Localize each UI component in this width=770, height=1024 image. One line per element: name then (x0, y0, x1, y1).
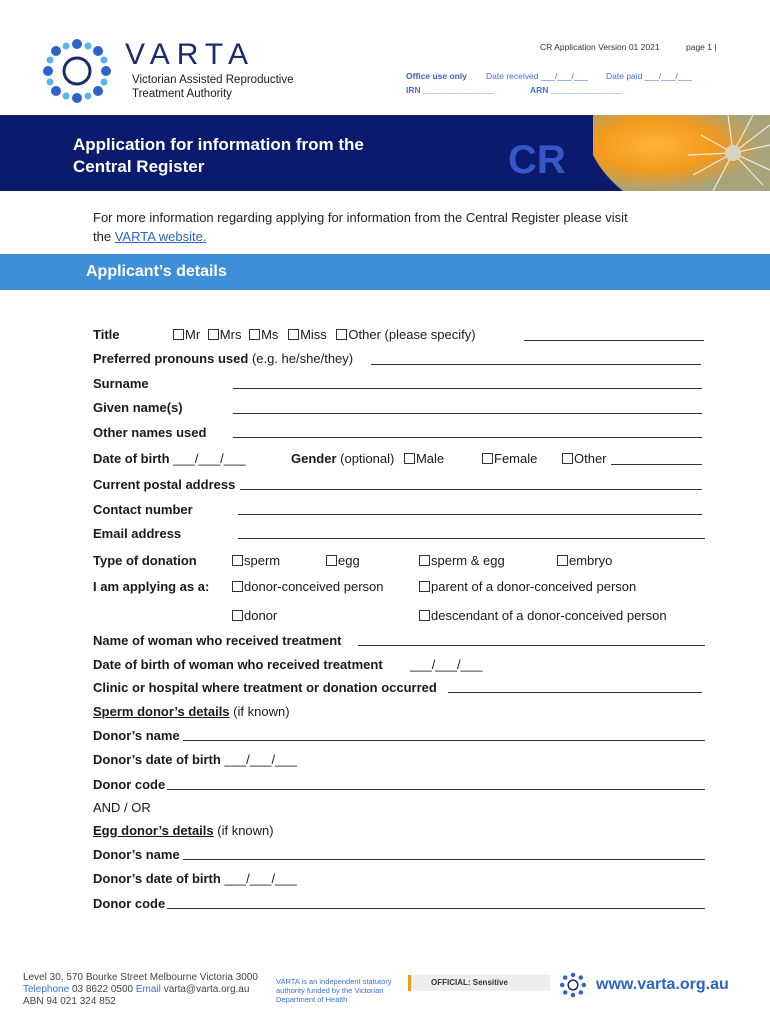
egg-donor-heading: Egg donor’s details (93, 823, 214, 838)
gender-other-checkbox[interactable] (562, 453, 573, 464)
surname-label: Surname (93, 376, 149, 391)
pronouns-label: Preferred pronouns used (93, 351, 249, 366)
gender-female (482, 451, 537, 467)
gender-other-label: Other (574, 451, 607, 466)
donation-egg (326, 553, 360, 569)
applying-parent (419, 579, 636, 595)
footer-mini-1: VARTA is an independent statutory (276, 977, 392, 986)
footer-tel: 03 8622 0500 (71, 984, 134, 995)
email-address-input[interactable] (238, 538, 705, 539)
footer-mini-3: Department of Health (276, 995, 348, 1004)
donation-sperm-label: sperm (244, 553, 281, 568)
woman-name-input[interactable] (358, 645, 705, 646)
page-number: page 1 | (686, 42, 717, 52)
cr-label: CR (508, 138, 566, 182)
egg-donor-dob-row (93, 871, 297, 887)
title-other-checkbox[interactable] (336, 329, 347, 340)
gender-other (562, 451, 607, 467)
egg-donor-heading-row (93, 823, 274, 839)
egg-donor-code-input[interactable] (167, 908, 705, 909)
egg-if-known: (if known) (217, 823, 274, 838)
intro-line-1: For more information regarding applying for information from the Central Register please visit (93, 210, 628, 225)
footer-email[interactable]: varta@varta.org.au (163, 984, 250, 995)
egg-donor-code-label: Donor code (93, 896, 166, 911)
gender-female-checkbox[interactable] (482, 453, 493, 464)
title-mr-label: Mr (185, 327, 201, 342)
pronouns-row (93, 351, 353, 367)
applying-as-label: I am applying as a: (93, 579, 210, 594)
footer-abn: ABN 94 021 324 852 (23, 996, 116, 1007)
varta-website-link[interactable]: VARTA website. (114, 229, 207, 244)
applying-donor-checkbox[interactable] (232, 610, 243, 621)
logo-name: VARTA (125, 38, 256, 71)
footer-contact-line (23, 984, 258, 996)
sperm-donor-heading-row (93, 704, 290, 720)
clinic-label: Clinic or hospital where treatment or donation occurred (93, 680, 437, 695)
donation-sperm-egg-checkbox[interactable] (419, 555, 430, 566)
other-names-label: Other names used (93, 425, 207, 440)
dob-label: Date of birth (93, 451, 170, 466)
woman-dob-label: Date of birth of woman who received treatment (93, 657, 383, 672)
woman-name-label: Name of woman who received treatment (93, 633, 342, 648)
footer-statutory-note (276, 977, 392, 1004)
egg-donor-dob-input[interactable]: ___/___/___ (224, 871, 297, 886)
postal-address-label: Current postal address (93, 477, 236, 492)
email-address-label: Email address (93, 526, 182, 541)
donation-embryo-checkbox[interactable] (557, 555, 568, 566)
surname-input[interactable] (233, 388, 702, 389)
official-sensitive-label: OFFICIAL: Sensitive (431, 978, 508, 987)
donation-embryo-label: embryo (569, 553, 613, 568)
title-mrs-checkbox[interactable] (208, 329, 219, 340)
sperm-donor-heading: Sperm donor’s details (93, 704, 230, 719)
gender-female-label: Female (494, 451, 538, 466)
title-mrs-label: Mrs (219, 327, 242, 342)
title-miss-checkbox[interactable] (288, 329, 299, 340)
donation-sperm-checkbox[interactable] (232, 555, 243, 566)
donation-egg-label: egg (338, 553, 360, 568)
intro-line-2-prefix: the (93, 229, 115, 244)
applying-dcp-label: donor-conceived person (244, 579, 384, 594)
varta-logo-icon (42, 38, 112, 104)
title-ms-label: Ms (261, 327, 279, 342)
sperm-donor-name-input[interactable] (183, 740, 705, 741)
donation-sperm-egg (419, 553, 505, 569)
contact-number-label: Contact number (93, 502, 193, 517)
date-paid: Date paid ___/___/___ (606, 71, 693, 81)
title-row (93, 327, 120, 343)
section-title: Applicant’s details (86, 263, 227, 280)
applying-donor-label: donor (244, 608, 278, 623)
irn-field: IRN _______________ (406, 85, 494, 95)
title-ms-checkbox[interactable] (249, 329, 260, 340)
donation-egg-checkbox[interactable] (326, 555, 337, 566)
dob-input[interactable]: ___/___/___ (173, 451, 246, 466)
sperm-donor-code-label: Donor code (93, 777, 166, 792)
banner-title-line-1: Application for information from the (73, 135, 364, 154)
postal-address-input[interactable] (240, 489, 702, 490)
donation-type-label: Type of donation (93, 553, 197, 568)
sperm-donor-code-input[interactable] (167, 789, 705, 790)
footer-mini-2: authority funded by the Victorian (276, 986, 384, 995)
clinic-input[interactable] (448, 692, 702, 693)
banner-title-line-2: Central Register (73, 157, 205, 176)
egg-donor-dob-label: Donor’s date of birth (93, 871, 221, 886)
dob-row (93, 451, 245, 467)
footer-tel-label: Telephone (23, 984, 70, 995)
title-options (173, 327, 476, 343)
applying-descendant-label: descendant of a donor-conceived person (431, 608, 667, 623)
gender-other-input[interactable] (611, 464, 702, 465)
gender-male-label: Male (415, 451, 445, 466)
office-use-label: Office use only (406, 71, 467, 81)
footer-website-link[interactable]: www.varta.org.au (596, 976, 729, 993)
pronouns-input[interactable] (371, 364, 701, 365)
date-received: Date received ___/___/___ (486, 71, 589, 81)
egg-donor-name-input[interactable] (183, 859, 705, 860)
donation-sperm (232, 553, 280, 569)
footer-address (23, 972, 258, 1008)
woman-dob-input[interactable]: ___/___/___ (410, 657, 483, 672)
donation-embryo (557, 553, 612, 569)
title-miss-label: Miss (300, 327, 327, 342)
official-sensitive-badge (408, 975, 550, 991)
gender-male-checkbox[interactable] (404, 453, 415, 464)
applying-dcp (232, 579, 383, 595)
and-or-label: AND / OR (93, 800, 151, 815)
dandelion-image-icon (593, 115, 770, 191)
sperm-if-known: (if known) (233, 704, 290, 719)
egg-donor-name-label: Donor’s name (93, 847, 180, 862)
logo-subtitle-1: Victorian Assisted Reproductive (132, 74, 294, 86)
gender-hint: (optional) (340, 451, 395, 466)
logo-subtitle-2: Treatment Authority (132, 88, 232, 100)
gender-label: Gender (291, 451, 337, 466)
applying-dcp-checkbox[interactable] (232, 581, 243, 592)
contact-number-input[interactable] (238, 514, 702, 515)
donation-sperm-egg-label: sperm & egg (431, 553, 505, 568)
footer-email-label: Email (135, 984, 161, 995)
gender-row (291, 451, 444, 467)
given-names-input[interactable] (233, 413, 702, 414)
sperm-donor-dob-label: Donor’s date of birth (93, 752, 221, 767)
other-names-input[interactable] (233, 437, 702, 438)
title-other-input[interactable] (524, 340, 704, 341)
arn-field: ARN _______________ (530, 85, 622, 95)
sperm-donor-name-label: Donor’s name (93, 728, 180, 743)
version-label: CR Application Version 01 2021 (540, 42, 660, 52)
applying-parent-checkbox[interactable] (419, 581, 430, 592)
woman-dob-row (93, 657, 383, 673)
title-mr-checkbox[interactable] (173, 329, 184, 340)
applying-donor (232, 608, 277, 624)
applying-descendant-checkbox[interactable] (419, 610, 430, 621)
title-other-label: Other (please specify) (348, 327, 476, 342)
sperm-donor-dob-input[interactable]: ___/___/___ (224, 752, 297, 767)
applying-descendant (419, 608, 667, 624)
title-label: Title (93, 327, 120, 342)
intro-text (93, 208, 713, 246)
pronouns-hint: (e.g. he/she/they) (251, 351, 354, 366)
footer-address-line: Level 30, 570 Bourke Street Melbourne Victoria 3000 (23, 972, 258, 983)
varta-footer-logo-icon (560, 972, 586, 998)
applying-parent-label: parent of a donor-conceived person (431, 579, 637, 594)
given-names-label: Given name(s) (93, 400, 183, 415)
sperm-donor-dob-row (93, 752, 297, 768)
